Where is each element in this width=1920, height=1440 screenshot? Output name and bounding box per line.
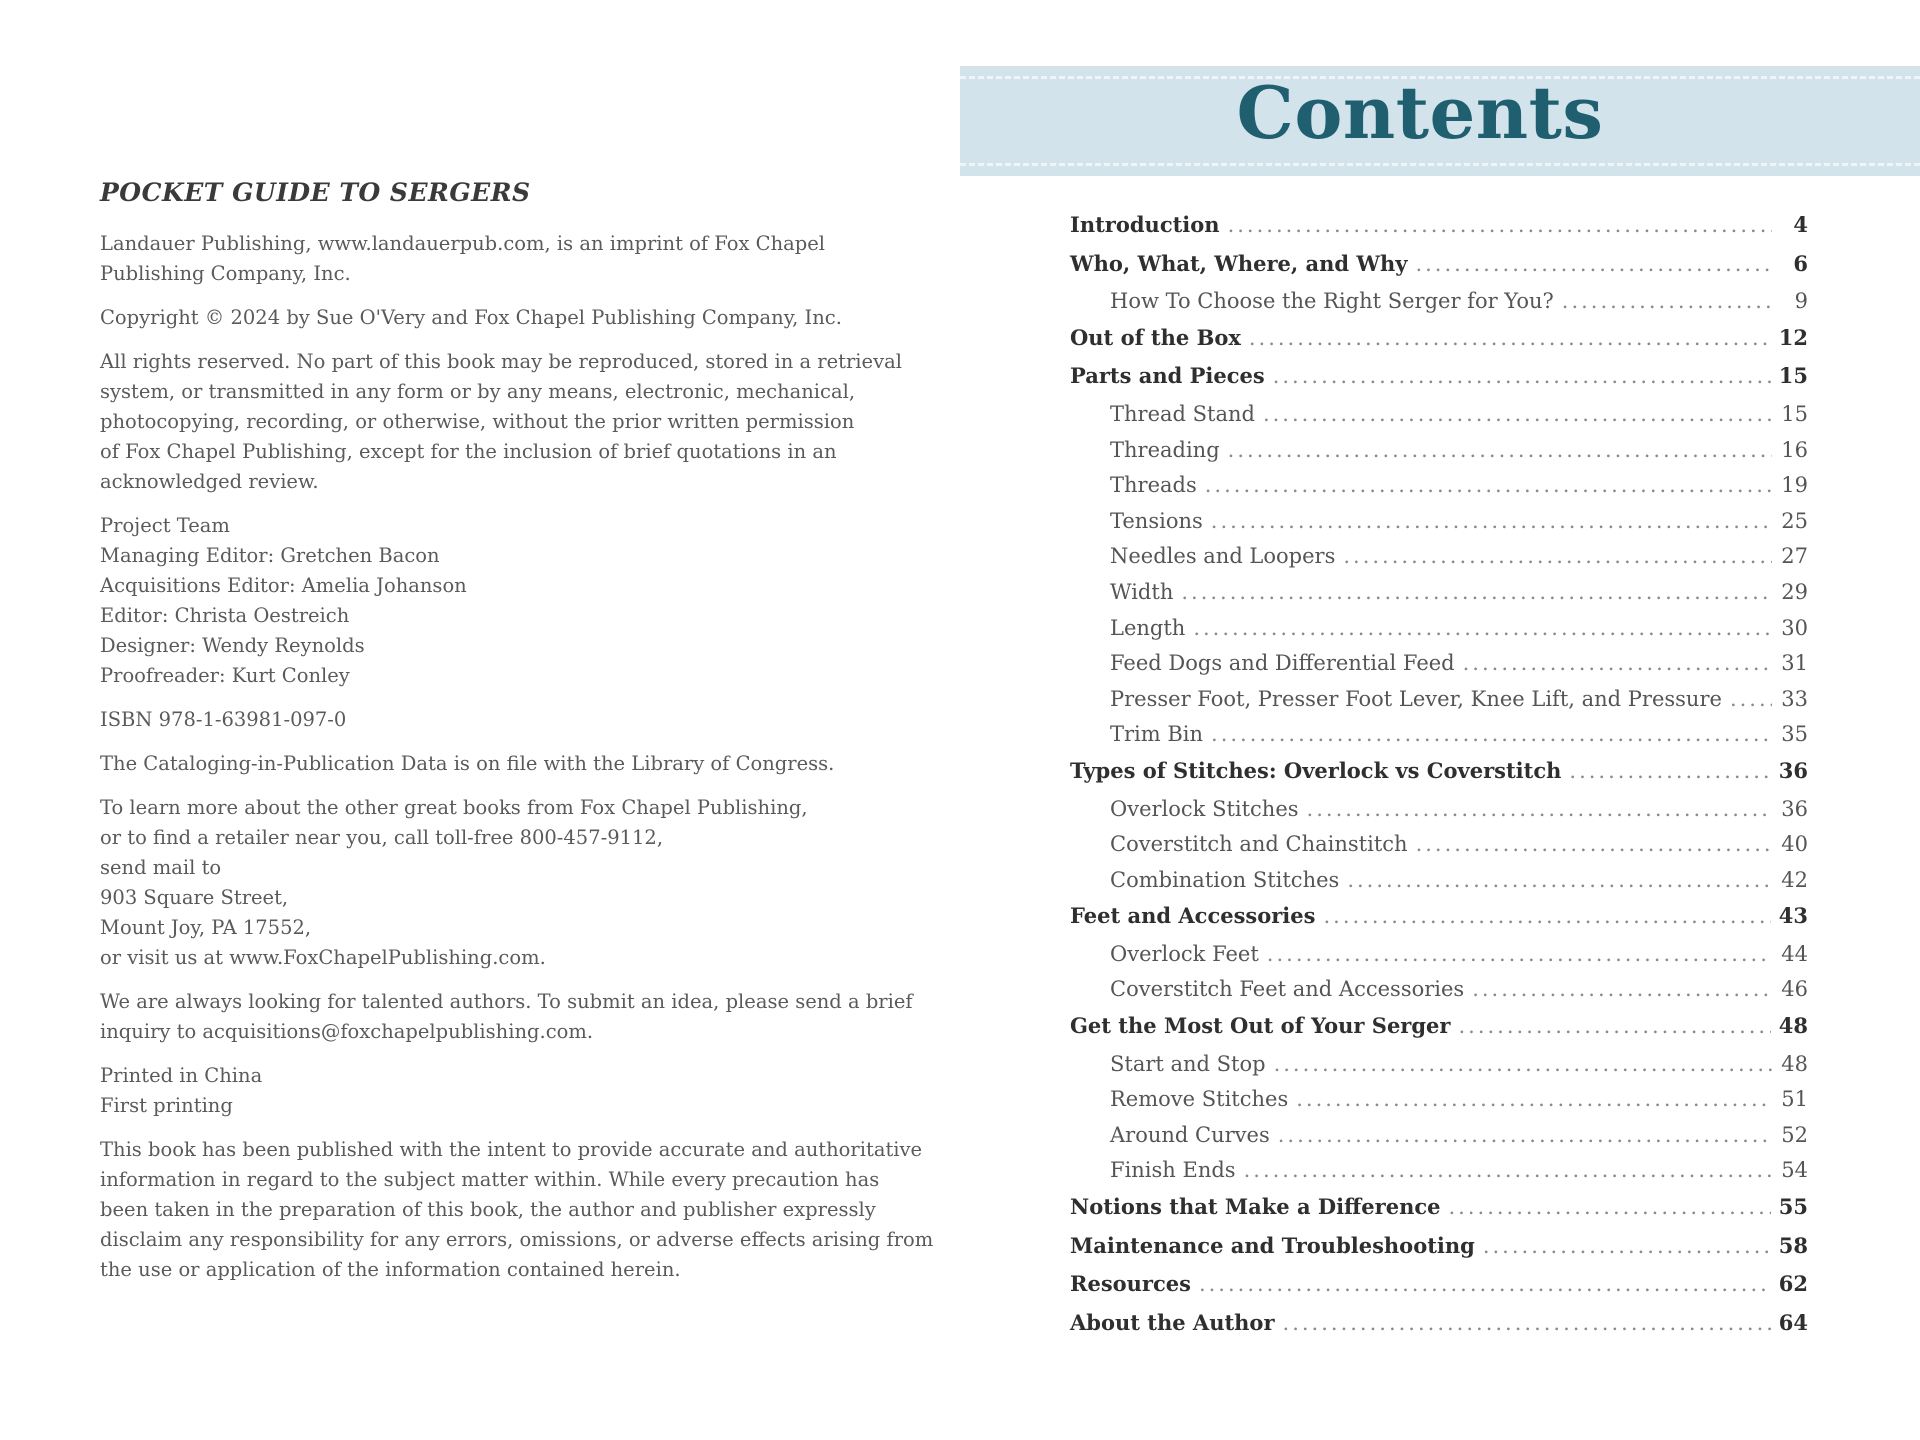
toc-page-number: 9	[1794, 289, 1808, 314]
text-line: This book has been published with the intent to provide accurate and authoritative	[100, 1138, 923, 1161]
table-of-contents	[1070, 212, 1808, 1348]
toc-page-number: 29	[1781, 579, 1808, 604]
toc-page-number: 33	[1781, 686, 1808, 711]
toc-entry-title: Maintenance and Troubleshooting	[1070, 1232, 1475, 1258]
toc-page-number: 6	[1793, 250, 1808, 276]
toc-chapter-entry[interactable]	[1070, 1194, 1808, 1233]
toc-section-entry[interactable]	[1070, 1087, 1808, 1123]
toc-chapter-entry[interactable]	[1070, 1013, 1808, 1052]
text-line: Project Team	[100, 514, 230, 537]
toc-page-number: 42	[1781, 867, 1808, 892]
text-line: the use or application of the information contained herein.	[100, 1258, 681, 1281]
toc-section-entry[interactable]	[1070, 473, 1808, 509]
toc-dot-leader	[1730, 687, 1772, 711]
toc-page-number: 30	[1781, 615, 1808, 640]
toc-page-number: 27	[1781, 544, 1808, 569]
text-line: been taken in the preparation of this book, the author and publisher expressly	[100, 1198, 876, 1221]
toc-page-number: 52	[1781, 1122, 1808, 1147]
toc-dot-leader	[1228, 438, 1772, 462]
toc-dot-leader	[1205, 473, 1772, 497]
toc-chapter-entry[interactable]	[1070, 212, 1808, 251]
toc-page-number: 19	[1781, 473, 1808, 498]
printing-paragraph	[100, 1061, 870, 1121]
toc-entry-title: Thread Stand	[1110, 401, 1255, 426]
toc-section-entry[interactable]	[1070, 797, 1808, 833]
text-line: system, or transmitted in any form or by any means, electronic, mechanical,	[100, 380, 856, 403]
text-line: Landauer Publishing, www.landauerpub.com, is an imprint of Fox Chapel	[100, 232, 826, 255]
toc-section-entry[interactable]	[1070, 289, 1808, 325]
toc-dot-leader	[1472, 977, 1772, 1001]
toc-entry-title: Overlock Stitches	[1110, 796, 1299, 821]
toc-section-entry[interactable]	[1070, 1123, 1808, 1159]
toc-entry-title: Feet and Accessories	[1070, 903, 1316, 929]
toc-page-number: 43	[1778, 903, 1808, 929]
toc-dot-leader	[1273, 364, 1771, 388]
toc-section-entry[interactable]	[1070, 1052, 1808, 1088]
toc-page-number: 16	[1781, 437, 1808, 462]
toc-page-number: 44	[1781, 941, 1808, 966]
toc-chapter-entry[interactable]	[1070, 1271, 1808, 1310]
contact-paragraph	[100, 793, 870, 973]
toc-page-number: 51	[1781, 1087, 1808, 1112]
contents-heading: Contents	[1236, 70, 1604, 155]
toc-chapter-entry[interactable]	[1070, 251, 1808, 290]
toc-dot-leader	[1307, 797, 1772, 821]
contents-banner	[960, 66, 1920, 176]
toc-entry-title: Coverstitch and Chainstitch	[1110, 832, 1408, 857]
toc-page-number: 15	[1781, 401, 1808, 426]
toc-page-number: 64	[1778, 1309, 1808, 1335]
toc-entry-title: Get the Most Out of Your Serger	[1070, 1013, 1451, 1039]
banner-stitch-bottom	[960, 163, 1920, 166]
toc-section-entry[interactable]	[1070, 438, 1808, 474]
toc-entry-title: Feed Dogs and Differential Feed	[1110, 651, 1455, 676]
toc-dot-leader	[1211, 509, 1772, 533]
toc-page-number: 15	[1778, 363, 1808, 389]
text-line: photocopying, recording, or otherwise, without the prior written permission	[100, 410, 855, 433]
toc-dot-leader	[1278, 1123, 1772, 1147]
toc-dot-leader	[1181, 580, 1772, 604]
rights-paragraph	[100, 347, 902, 497]
text-line: Proofreader: Kurt Conley	[100, 664, 350, 687]
toc-dot-leader	[1244, 1158, 1772, 1182]
toc-entry-title: Types of Stitches: Overlock vs Coverstitch	[1070, 757, 1562, 783]
text-line: disclaim any responsibility for any errors, omissions, or adverse effects arising from	[100, 1228, 934, 1251]
toc-dot-leader	[1193, 616, 1772, 640]
toc-dot-leader	[1263, 402, 1772, 426]
toc-chapter-entry[interactable]	[1070, 1233, 1808, 1272]
toc-entry-title: Remove Stitches	[1110, 1087, 1289, 1112]
toc-dot-leader	[1249, 326, 1771, 350]
toc-dot-leader	[1463, 651, 1772, 675]
text-line: All rights reserved. No part of this book may be reproduced, stored in a retrieval	[100, 350, 902, 373]
toc-entry-title: Finish Ends	[1110, 1158, 1236, 1183]
toc-dot-leader	[1416, 832, 1772, 856]
isbn-line: ISBN 978-1-63981-097-0	[100, 708, 347, 731]
toc-dot-leader	[1228, 213, 1772, 237]
toc-page-number: 62	[1778, 1271, 1808, 1297]
text-line: Printed in China	[100, 1064, 263, 1087]
toc-entry-title: Who, What, Where, and Why	[1070, 250, 1408, 276]
toc-dot-leader	[1458, 1014, 1770, 1038]
toc-entry-title: Needles and Loopers	[1110, 544, 1336, 569]
cip-paragraph	[100, 749, 870, 779]
toc-entry-title: Overlock Feet	[1110, 941, 1259, 966]
toc-page-number: 12	[1778, 324, 1808, 350]
toc-dot-leader	[1296, 1087, 1772, 1111]
toc-entry-title: Trim Bin	[1110, 722, 1204, 747]
toc-section-entry[interactable]	[1070, 580, 1808, 616]
toc-entry-title: Notions that Make a Difference	[1070, 1194, 1441, 1220]
toc-chapter-entry[interactable]	[1070, 325, 1808, 364]
text-line: or visit us at www.FoxChapelPublishing.com.	[100, 946, 546, 969]
text-line: Designer: Wendy Reynolds	[100, 634, 365, 657]
toc-section-entry[interactable]	[1070, 977, 1808, 1013]
text-line: To learn more about the other great books from Fox Chapel Publishing,	[100, 796, 808, 819]
toc-entry-title: Threading	[1110, 437, 1220, 462]
toc-dot-leader	[1449, 1195, 1771, 1219]
toc-section-entry[interactable]	[1070, 687, 1808, 723]
toc-dot-leader	[1569, 759, 1770, 783]
toc-entry-title: Combination Stitches	[1110, 867, 1340, 892]
text-line: Managing Editor: Gretchen Bacon	[100, 544, 440, 567]
toc-page-number: 36	[1781, 796, 1808, 821]
toc-entry-title: Length	[1110, 615, 1186, 640]
toc-section-entry[interactable]	[1070, 942, 1808, 978]
project-team-paragraph	[100, 511, 870, 691]
toc-dot-leader	[1483, 1234, 1771, 1258]
toc-dot-leader	[1267, 942, 1772, 966]
copyright-page	[100, 178, 934, 1299]
text-line: acknowledged review.	[100, 470, 319, 493]
toc-page-number: 40	[1781, 832, 1808, 857]
toc-page-number: 48	[1778, 1013, 1808, 1039]
disclaimer-paragraph	[100, 1135, 934, 1285]
toc-entry-title: Presser Foot, Presser Foot Lever, Knee Lift, and Pressure	[1110, 686, 1722, 711]
text-line: Editor: Christa Oestreich	[100, 604, 350, 627]
cip-line: The Cataloging-in-Publication Data is on file with the Library of Congress.	[100, 752, 835, 775]
toc-entry-title: About the Author	[1070, 1309, 1275, 1335]
toc-entry-title: Parts and Pieces	[1070, 363, 1265, 389]
toc-section-entry[interactable]	[1070, 1158, 1808, 1194]
toc-chapter-entry[interactable]	[1070, 758, 1808, 797]
toc-dot-leader	[1283, 1311, 1771, 1335]
toc-dot-leader	[1323, 904, 1770, 928]
toc-page-number: 25	[1781, 508, 1808, 533]
toc-entry-title: Around Curves	[1110, 1122, 1270, 1147]
authors-paragraph	[100, 987, 913, 1047]
toc-page-number: 58	[1778, 1232, 1808, 1258]
isbn-paragraph	[100, 705, 870, 735]
toc-chapter-entry[interactable]	[1070, 363, 1808, 402]
toc-section-entry[interactable]	[1070, 402, 1808, 438]
toc-section-entry[interactable]	[1070, 509, 1808, 545]
toc-page-number: 55	[1778, 1194, 1808, 1220]
text-line: Mount Joy, PA 17552,	[100, 916, 312, 939]
toc-section-entry[interactable]	[1070, 651, 1808, 687]
toc-page-number: 54	[1781, 1158, 1808, 1183]
text-line: of Fox Chapel Publishing, except for the inclusion of brief quotations in an	[100, 440, 837, 463]
toc-page-number: 48	[1781, 1051, 1808, 1076]
toc-section-entry[interactable]	[1070, 868, 1808, 904]
toc-entry-title: Out of the Box	[1070, 324, 1241, 350]
toc-section-entry[interactable]	[1070, 616, 1808, 652]
toc-section-entry[interactable]	[1070, 832, 1808, 868]
text-line: First printing	[100, 1094, 233, 1117]
toc-chapter-entry[interactable]	[1070, 903, 1808, 942]
text-line: We are always looking for talented authors. To submit an idea, please send a brief	[100, 990, 913, 1013]
toc-dot-leader	[1274, 1052, 1772, 1076]
text-line: send mail to	[100, 856, 222, 879]
toc-dot-leader	[1347, 868, 1772, 892]
toc-section-entry[interactable]	[1070, 722, 1808, 758]
toc-page-number: 31	[1781, 651, 1808, 676]
toc-dot-leader	[1343, 544, 1772, 568]
text-line: Publishing Company, Inc.	[100, 262, 351, 285]
book-title: POCKET GUIDE TO SERGERS	[100, 178, 531, 207]
toc-entry-title: Introduction	[1070, 212, 1220, 237]
copyright-paragraph	[100, 303, 870, 333]
toc-entry-title: How To Choose the Right Serger for You?	[1110, 289, 1554, 314]
toc-dot-leader	[1211, 722, 1772, 746]
text-line: inquiry to acquisitions@foxchapelpublishing.com.	[100, 1020, 594, 1043]
toc-entry-title: Start and Stop	[1110, 1051, 1266, 1076]
toc-page-number: 46	[1781, 977, 1808, 1002]
toc-dot-leader	[1562, 289, 1772, 313]
copyright-line: Copyright © 2024 by Sue O'Very and Fox Chapel Publishing Company, Inc.	[100, 306, 842, 329]
toc-chapter-entry[interactable]	[1070, 1310, 1808, 1349]
text-line: or to find a retailer near you, call toll-free 800-457-9112,	[100, 826, 664, 849]
toc-entry-title: Resources	[1070, 1271, 1191, 1297]
toc-entry-title: Width	[1110, 579, 1174, 604]
toc-dot-leader	[1199, 1272, 1771, 1296]
toc-page-number: 36	[1778, 757, 1808, 783]
text-line: Acquisitions Editor: Amelia Johanson	[100, 574, 467, 597]
toc-page-number: 4	[1793, 212, 1808, 237]
toc-entry-title: Coverstitch Feet and Accessories	[1110, 977, 1465, 1002]
publisher-paragraph	[100, 229, 870, 289]
toc-section-entry[interactable]	[1070, 544, 1808, 580]
toc-page-number: 35	[1781, 722, 1808, 747]
text-line: information in regard to the subject matter within. While every precaution has	[100, 1168, 880, 1191]
toc-entry-title: Tensions	[1110, 508, 1203, 533]
toc-dot-leader	[1415, 252, 1772, 276]
text-line: 903 Square Street,	[100, 886, 289, 909]
toc-entry-title: Threads	[1110, 473, 1197, 498]
